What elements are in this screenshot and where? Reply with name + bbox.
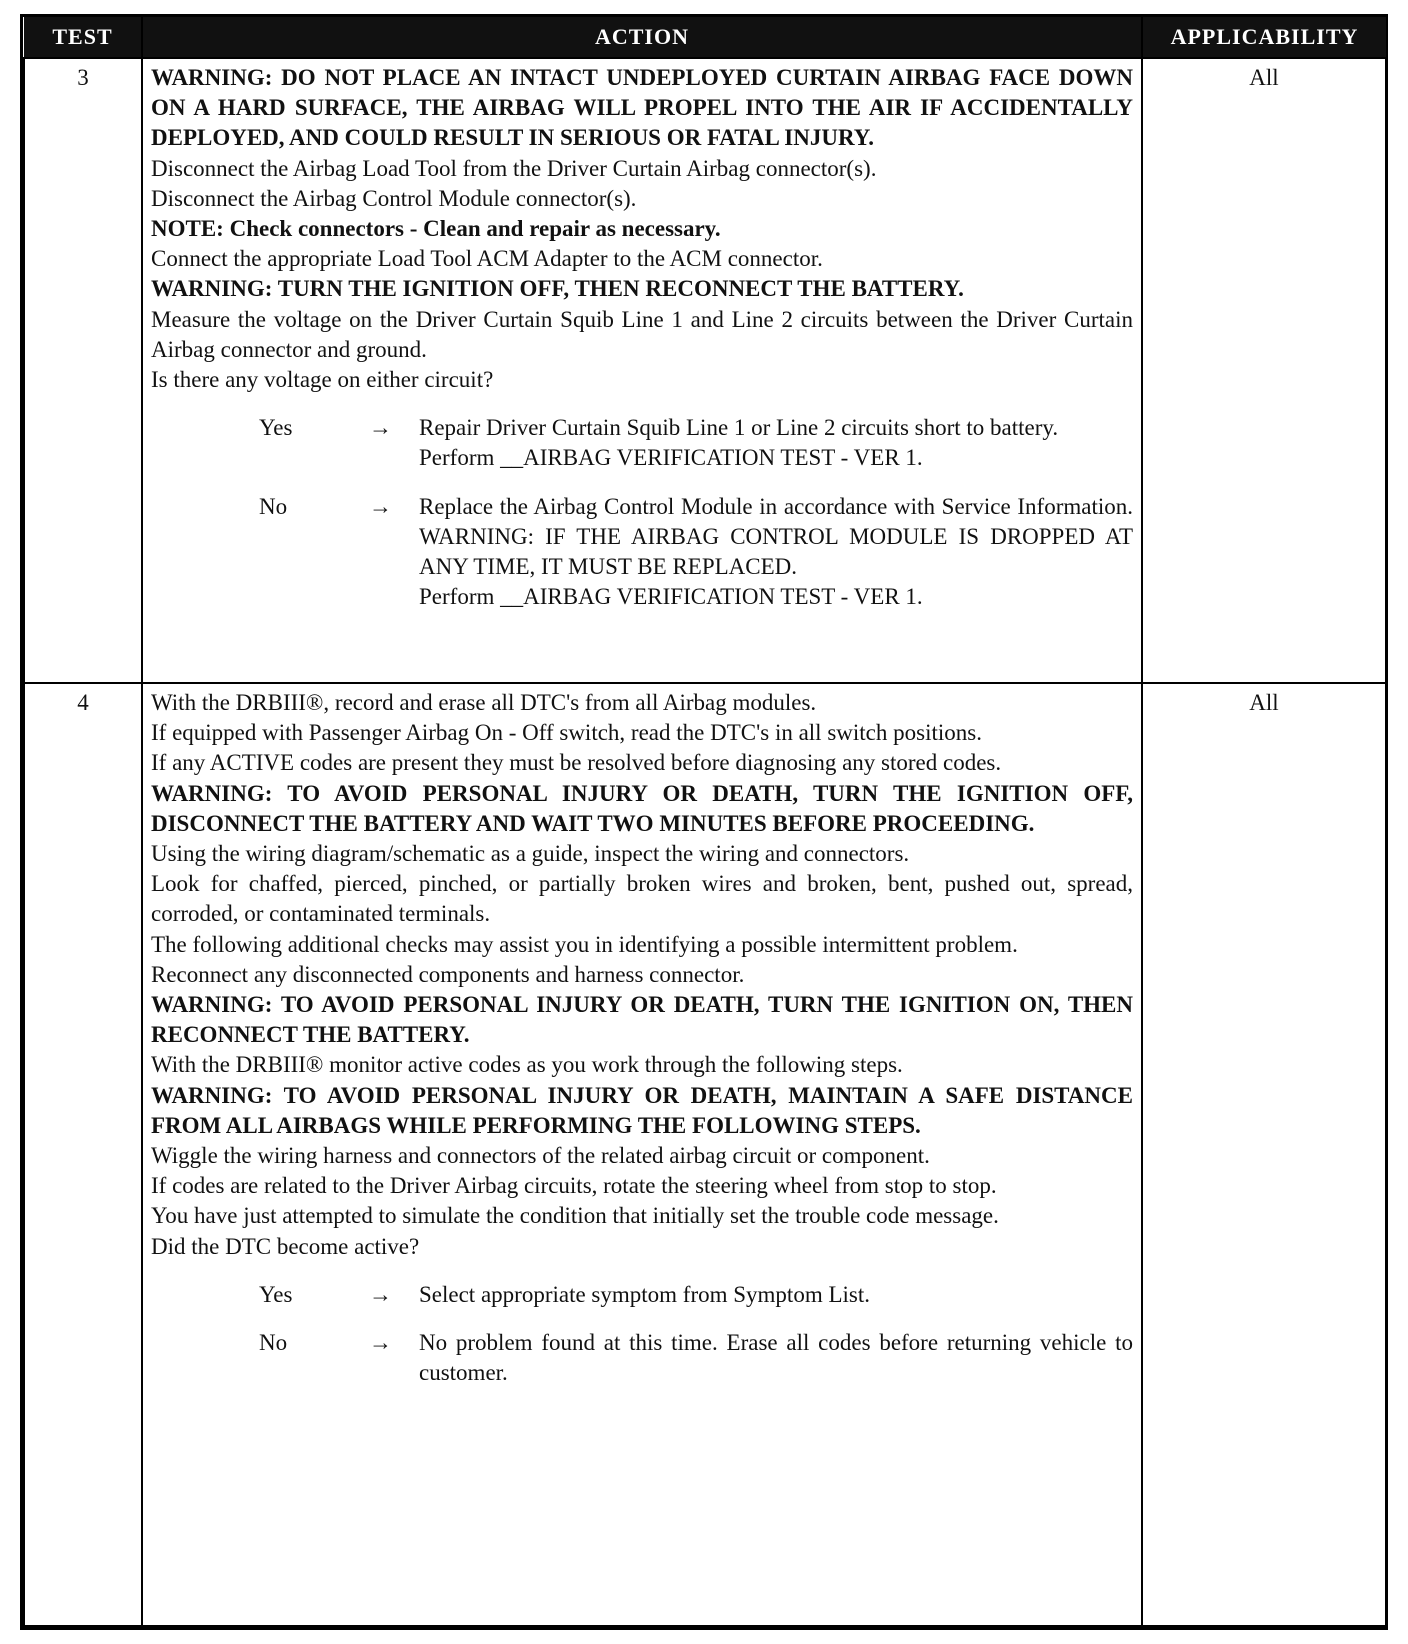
action-cell [142,58,1142,683]
header-applicability: APPLICABILITY [1142,17,1386,58]
answer-label: No [259,1330,288,1356]
warning-text: WARNING: DO NOT PLACE AN INTACT UNDEPLOYED CURTAIN AIRBAG FACE DOWN ON A HARD SURFACE, THE AIRBAG WILL PROPEL INTO THE AIR IF ACCIDENTALLY DEPLOYED, AND COULD RESULT IN SERIOUS OR FATAL INJURY. [151,65,1133,151]
question-text: Did the DTC become active? [151,1233,420,1259]
header-action: ACTION [142,17,1142,58]
step-text: With the DRBIII®, record and erase all DTC's from all Airbag modules. [151,690,817,715]
arrow-icon: → [369,1330,392,1356]
choice-result [419,492,1133,613]
header-test: TEST [24,17,142,58]
table-row [24,58,1386,683]
warning-text: WARNING: TO AVOID PERSONAL INJURY OR DEATH, TURN THE IGNITION OFF, DISCONNECT THE BATTERY AND WAIT TWO MINUTES BEFORE PROCEEDING. [151,780,1133,836]
step-text: Connect the appropriate Load Tool ACM Adapter to the ACM connector. [151,246,823,272]
choice-result [419,1328,1133,1388]
result-text: Perform __AIRBAG VERIFICATION TEST - VER 1. [419,445,923,471]
warning-text: WARNING: TURN THE IGNITION OFF, THEN RECONNECT THE BATTERY. [151,276,964,302]
result-text: Select appropriate symptom from Symptom List. [419,1281,870,1307]
applicability-cell: All [1142,58,1386,683]
step-text: If equipped with Passenger Airbag On - Off switch, read the DTC's in all switch positions. [151,720,982,746]
test-number: 4 [24,683,142,1626]
choice-result [419,1280,1133,1310]
diagnostic-table [20,14,1388,1630]
warning-text: WARNING: TO AVOID PERSONAL INJURY OR DEATH, MAINTAIN A SAFE DISTANCE FROM ALL AIRBAGS WHILE PERFORMING THE FOLLOWING STEPS. [151,1082,1133,1138]
result-text: No problem found at this time. Erase all codes before returning vehicle to customer. [419,1330,1133,1386]
choice-result [419,413,1133,473]
action-cell [142,683,1142,1626]
step-text: Measure the voltage on the Driver Curtain Squib Line 1 and Line 2 circuits between the Driver Curtain Airbag connector and ground. [151,306,1133,362]
choice-no [151,1328,1133,1388]
question-text: Is there any voltage on either circuit? [151,367,494,393]
choice-yes [151,1280,1133,1310]
choice-yes [151,413,1133,473]
applicability-cell: All [1142,683,1386,1626]
arrow-icon: → [369,493,392,519]
choice-no [151,492,1133,613]
answer-label: Yes [259,415,293,441]
result-text: Perform __AIRBAG VERIFICATION TEST - VER 1. [419,584,923,610]
step-text: Using the wiring diagram/schematic as a guide, inspect the wiring and connectors. [151,841,910,867]
note-text: NOTE: Check connectors - Clean and repair as necessary. [151,216,721,242]
step-text: Disconnect the Airbag Load Tool from the Driver Curtain Airbag connector(s). [151,155,877,181]
arrow-icon: → [369,415,392,441]
step-text: You have just attempted to simulate the condition that initially set the trouble code message. [151,1203,999,1229]
test-number: 3 [24,58,142,683]
diagnostic-table-grid [23,17,1387,1627]
step-text: Wiggle the wiring harness and connectors of the related airbag circuit or component. [151,1143,930,1169]
step-text: Disconnect the Airbag Control Module connector(s). [151,185,637,211]
result-text: Repair Driver Curtain Squib Line 1 or Line 2 circuits short to battery. [419,415,1059,441]
answer-label: Yes [259,1281,293,1307]
step-text: The following additional checks may assist you in identifying a possible intermittent problem. [151,931,1018,957]
step-text: With the DRBIII® monitor active codes as you work through the following steps. [151,1052,903,1078]
step-text: If codes are related to the Driver Airbag circuits, rotate the steering wheel from stop to stop. [151,1173,997,1199]
result-text: Replace the Airbag Control Module in accordance with Service Information. WARNING: IF THE AIRBAG CONTROL MODULE IS DROPPED AT ANY TIME, IT MUST BE REPLACED. [419,493,1133,580]
arrow-icon: → [369,1281,392,1307]
warning-text: WARNING: TO AVOID PERSONAL INJURY OR DEATH, TURN THE IGNITION ON, THEN RECONNECT THE BATTERY. [151,992,1133,1048]
step-text: Reconnect any disconnected components and harness connector. [151,961,745,987]
step-text: Look for chaffed, pierced, pinched, or partially broken wires and broken, bent, pushed out, spread, corroded, or contaminated terminals. [151,871,1133,927]
step-text: If any ACTIVE codes are present they must be resolved before diagnosing any stored codes. [151,750,1002,776]
answer-label: No [259,493,288,519]
table-row [24,683,1386,1626]
table-header-row [24,17,1386,58]
